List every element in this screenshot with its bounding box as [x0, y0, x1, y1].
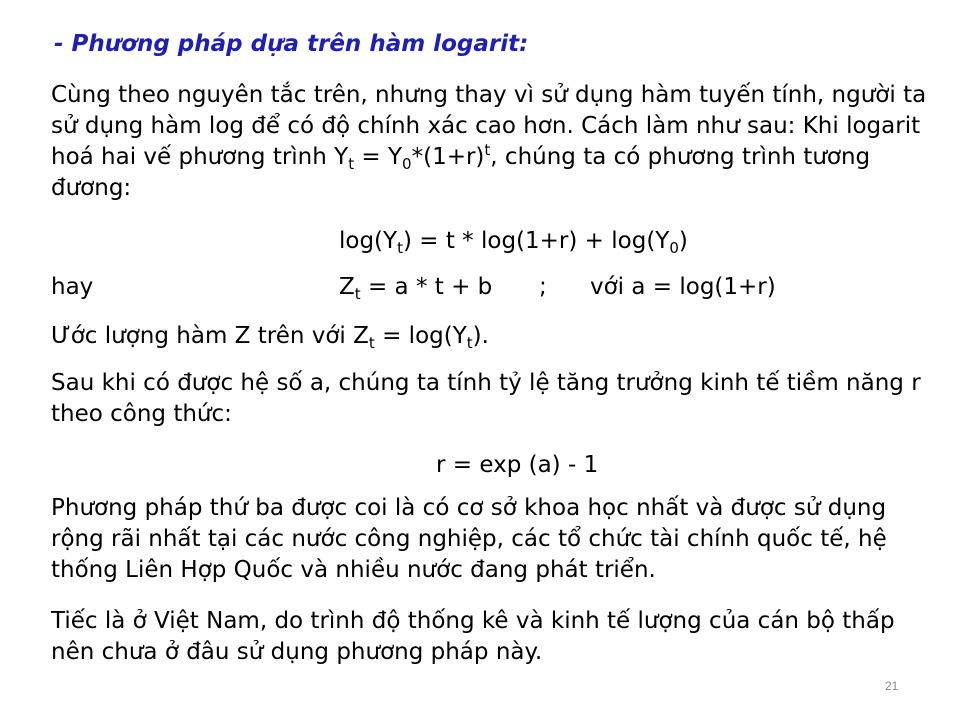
estimate-text-3: ).: [472, 323, 489, 349]
estimate-sub-2: t: [466, 334, 473, 352]
intro-sup-t: t: [484, 141, 491, 159]
page-number: 21: [885, 679, 899, 693]
eq2-z: Z: [339, 274, 355, 300]
equation-hay-label: hay: [51, 274, 94, 300]
estimate-text-2: = log(Y: [374, 323, 467, 349]
intro-text-4: , chúng ta có phương trình tương đương:: [51, 144, 871, 201]
eq2-sub-t: t: [354, 285, 361, 303]
equation-linear: [339, 272, 492, 303]
paragraph-vietnam: Tiếc là ở Việt Nam, do trình độ thống kê và kinh tế lượng của cán bộ thấp nên chưa ở đâu sử dụng phương pháp này.: [51, 608, 895, 665]
eq1-sub-0: 0: [669, 239, 679, 257]
eq1-part-1: log(Y: [339, 228, 398, 254]
intro-text-2: = Y: [354, 144, 403, 170]
paragraph-coefficient: Sau khi có được hệ số a, chúng ta tính tỷ lệ tăng trưởng kinh tế tiềm năng r theo công thức:: [51, 370, 921, 427]
intro-text-1: Cùng theo nguyên tắc trên, nhưng thay vì sử dụng hàm tuyến tính, người ta sử dụng hàm log để có độ chính xác cao hơn. Cách làm như sau: Khi logarit hoá hai vế phương trình Y: [51, 82, 927, 170]
equation-growth-rate: r = exp (a) - 1: [436, 452, 599, 478]
paragraph-intro: [51, 80, 941, 204]
paragraph-method-three: Phương pháp thứ ba được coi là có cơ sở khoa học nhất và được sử dụng rộng rãi nhất tại các nước công nghiệp, các tổ chức tài chính quốc tế, hệ thống Liên Hợp Quốc và nhiều nước đang phát triển.: [51, 495, 887, 583]
eq1-part-3: ): [678, 228, 688, 254]
intro-sub-t: t: [348, 155, 355, 173]
estimate-text-1: Ước lượng hàm Z trên với Z: [51, 323, 369, 349]
intro-sub-0: 0: [402, 155, 412, 173]
equation-condition: với a = log(1+r): [590, 274, 776, 300]
eq2-rest: = a * t + b: [360, 274, 493, 300]
eq1-sub-t: t: [397, 239, 403, 257]
eq1-part-2: ) = t * log(1+r) + log(Y: [402, 228, 670, 254]
intro-text-3: *(1+r): [411, 144, 485, 170]
equation-log: [339, 226, 688, 257]
equation-separator: ;: [539, 274, 547, 300]
section-heading: - Phương pháp dựa trên hàm logarit:: [54, 31, 529, 57]
estimate-sub-1: t: [368, 334, 375, 352]
paragraph-estimate: [51, 321, 941, 352]
